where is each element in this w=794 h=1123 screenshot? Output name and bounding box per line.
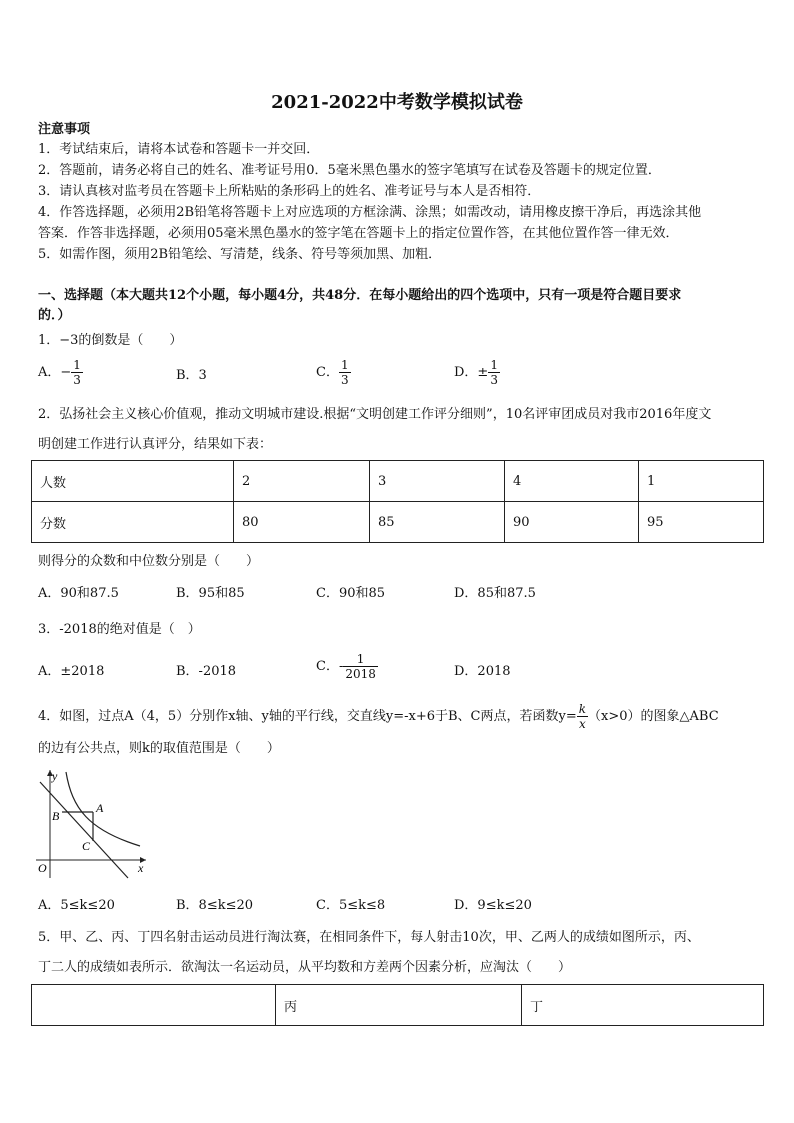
q3-option-c-label: C．- [316,659,344,674]
notice-heading: 注意事项 [38,122,91,137]
numerator: 1 [340,358,349,372]
section-heading-cont: 的．） [38,308,71,323]
q1-option-a-label: A．− [38,365,72,380]
q2-option-a: A．90和87.5 [38,586,119,601]
numerator: 1 [343,652,378,667]
q3-option-b: B．-2018 [176,664,237,679]
table-cell: 90 [505,502,639,543]
fraction [488,358,500,387]
notice-item: 4．作答选择题，必须用2B铅笔将答题卡上对应选项的方框涂满、涂黑；如需改动，请用橡皮擦干净后，再选涂其他 [38,205,702,220]
point-c-label: C [82,839,91,853]
numerator: 1 [490,358,498,372]
line-bc [40,782,128,878]
q1-option-b: B．3 [176,368,207,383]
table-cell: 1 [639,461,764,502]
point-a-label: A [96,801,104,815]
notice-item: 5．如需作图，须用2B铅笔绘、写清楚，线条、符号等须加黑、加粗． [38,247,442,262]
q4-stem-part1: 4．如图，过点A（4，5）分别作x轴、y轴的平行线，交直线y=-x+6于B、C两点，若函数y= [38,709,577,724]
table-cell: 分数 [32,502,234,543]
notice-item: 3．请认真核对监考员在答题卡上所粘贴的条形码上的姓名、准考证号与本人是否相符． [38,184,541,199]
question-4-stem [38,702,719,731]
notice-item: 答案．作答非选择题，必须用05毫米黑色墨水的签字笔在答题卡上的指定位置作答，在其他位置作答一律无效． [38,226,679,241]
table-row [32,461,764,502]
table-row [32,985,764,1026]
table-cell: 3 [370,461,505,502]
table-cell: 95 [639,502,764,543]
q1-option-c [316,358,351,387]
question-3-stem: 3．-2018的绝对值是（ ） [38,622,201,637]
origin-label: O [38,861,47,875]
denominator: 3 [73,373,81,387]
fraction [577,702,588,731]
denominator: x [579,717,586,731]
q2-option-b: B．95和85 [176,586,245,601]
table-cell: 85 [370,502,505,543]
q4-option-a: A．5≤k≤20 [38,898,115,913]
table-cell: 4 [505,461,639,502]
numerator: 1 [73,358,81,372]
y-label: y [52,769,58,783]
x-label: x [138,861,144,875]
q1-option-c-label: C． [316,365,339,380]
table-cell: 丁 [522,985,764,1026]
fraction [339,358,351,387]
section-heading: 一、选择题（本大题共12个小题，每小题4分，共48分．在每小题给出的四个选项中，只有一项是符合题目要求 [38,288,682,303]
q4-option-d: D．9≤k≤20 [454,898,532,913]
notice-item: 2．答题前，请务必将自己的姓名、准考证号用0．5毫米黑色墨水的签字笔填写在试卷及答题卡的规定位置． [38,163,661,178]
q3-option-a: A．±2018 [38,664,105,679]
q1-option-a [38,358,83,387]
table-cell: 2 [234,461,370,502]
denominator: 2018 [345,667,376,681]
table-cell [32,985,276,1026]
q2-option-d: D．85和87.5 [454,586,536,601]
table-cell: 人数 [32,461,234,502]
q4-option-b: B．8≤k≤20 [176,898,254,913]
q3-option-c [316,652,378,681]
q5-table [31,984,764,1026]
question-5-stem: 5．甲、乙、丙、丁四名射击运动员进行淘汰赛，在相同条件下，每人射击10次，甲、乙两人的成绩如图所示，丙、 [38,930,700,945]
question-5-stem-cont: 丁二人的成绩如表所示．欲淘汰一名运动员，从平均数和方差两个因素分析，应淘汰（ ） [38,960,572,975]
point-b-label: B [52,809,60,823]
q4-figure [36,768,148,880]
score-table [31,460,764,543]
table-cell: 80 [234,502,370,543]
table-cell: 丙 [276,985,522,1026]
q4-option-c: C．5≤k≤8 [316,898,386,913]
numerator: k [578,702,587,716]
question-1-stem: 1．−3的倒数是（ ） [38,333,183,348]
table-row [32,502,764,543]
q4-stem-part2: （x>0）的图象△ABC [588,709,719,724]
fraction [343,652,378,681]
fraction [71,358,83,387]
notice-item: 1．考试结束后，请将本试卷和答题卡一并交回． [38,142,320,157]
question-2-stem-cont: 明创建工作进行认真评分，结果如下表： [38,437,273,452]
denominator: 3 [340,373,349,387]
question-2-question: 则得分的众数和中位数分别是（ ） [38,554,260,569]
q2-option-c: C．90和85 [316,586,386,601]
page-title: 2021-2022中考数学模拟试卷 [271,92,523,113]
q1-option-d-label: D．± [454,365,489,380]
q3-option-d: D．2018 [454,664,511,679]
q1-option-d [454,358,500,387]
denominator: 3 [490,373,498,387]
question-4-stem-cont: 的边有公共点，则k的取值范围是（ ） [38,741,280,756]
question-2-stem: 2．弘扬社会主义核心价值观，推动文明城市建设.根据“文明创建工作评分细则”，10名评审团成员对我市2016年度文 [38,407,712,422]
